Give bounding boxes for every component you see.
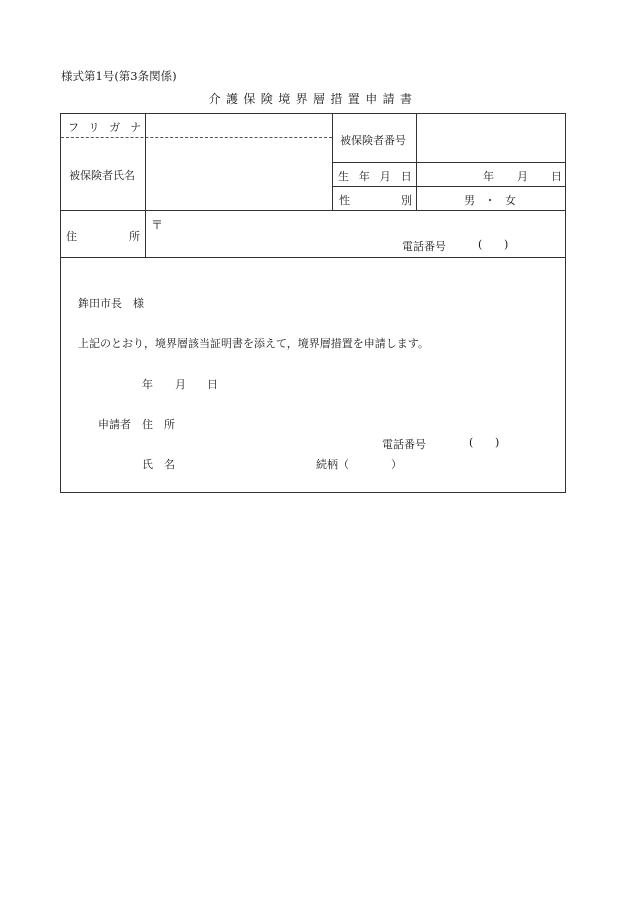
insured-number-field[interactable] [417, 114, 565, 162]
row-divider-1 [332, 162, 565, 163]
sex-label-1: 性 [339, 194, 350, 207]
date-month: 月 [175, 378, 186, 391]
applicant-label: 申請者 [98, 418, 131, 431]
date-year: 年 [142, 378, 153, 391]
phone-label: 電話番号 [402, 240, 446, 253]
insured-number-label: 被保険者番号 [340, 134, 406, 147]
insured-name-label: 被保険者氏名 [69, 169, 135, 182]
address-label-1: 住 [66, 230, 77, 243]
insured-name-field[interactable] [146, 138, 332, 210]
application-form-table [60, 113, 566, 493]
row-divider-2 [332, 186, 565, 187]
applicant-phone-label: 電話番号 [382, 438, 426, 451]
relation-field[interactable] [351, 452, 391, 472]
applicant-phone-close: ) [495, 436, 500, 449]
birthdate-day: 日 [551, 170, 562, 183]
col-divider-2 [332, 114, 333, 210]
phone-paren-close: ) [504, 238, 509, 251]
address-label-2: 所 [129, 230, 140, 243]
address-field[interactable] [146, 211, 565, 257]
sex-options[interactable]: 男 ・ 女 [464, 194, 516, 207]
birthdate-year: 年 [483, 170, 494, 183]
applicant-address-label: 住 所 [142, 418, 175, 431]
applicant-name-field[interactable] [186, 452, 306, 472]
addressee: 鉾田市長 様 [78, 297, 144, 310]
relation-label: 続柄（ [316, 458, 349, 471]
sex-label-2: 別 [401, 194, 412, 207]
applicant-phone-open: ( [469, 436, 474, 449]
postal-mark: 〒 [151, 218, 164, 232]
row-divider-4 [61, 257, 565, 258]
furigana-field[interactable] [146, 114, 332, 137]
birthdate-month: 月 [517, 170, 528, 183]
furigana-label: フリガナ [68, 121, 152, 134]
phone-paren-open: ( [478, 238, 483, 251]
form-number: 様式第1号(第3条関係) [61, 69, 177, 83]
relation-close: ） [391, 458, 402, 471]
date-day: 日 [207, 378, 218, 391]
birthdate-label: 生年月日 [338, 170, 422, 183]
applicant-address-field[interactable] [186, 412, 556, 432]
applicant-name-label: 氏 名 [142, 458, 175, 471]
statement: 上記のとおり，境界層該当証明書を添えて，境界層措置を申請します。 [78, 337, 429, 350]
form-title: 介護保険境界層措置申請書 [208, 92, 418, 106]
